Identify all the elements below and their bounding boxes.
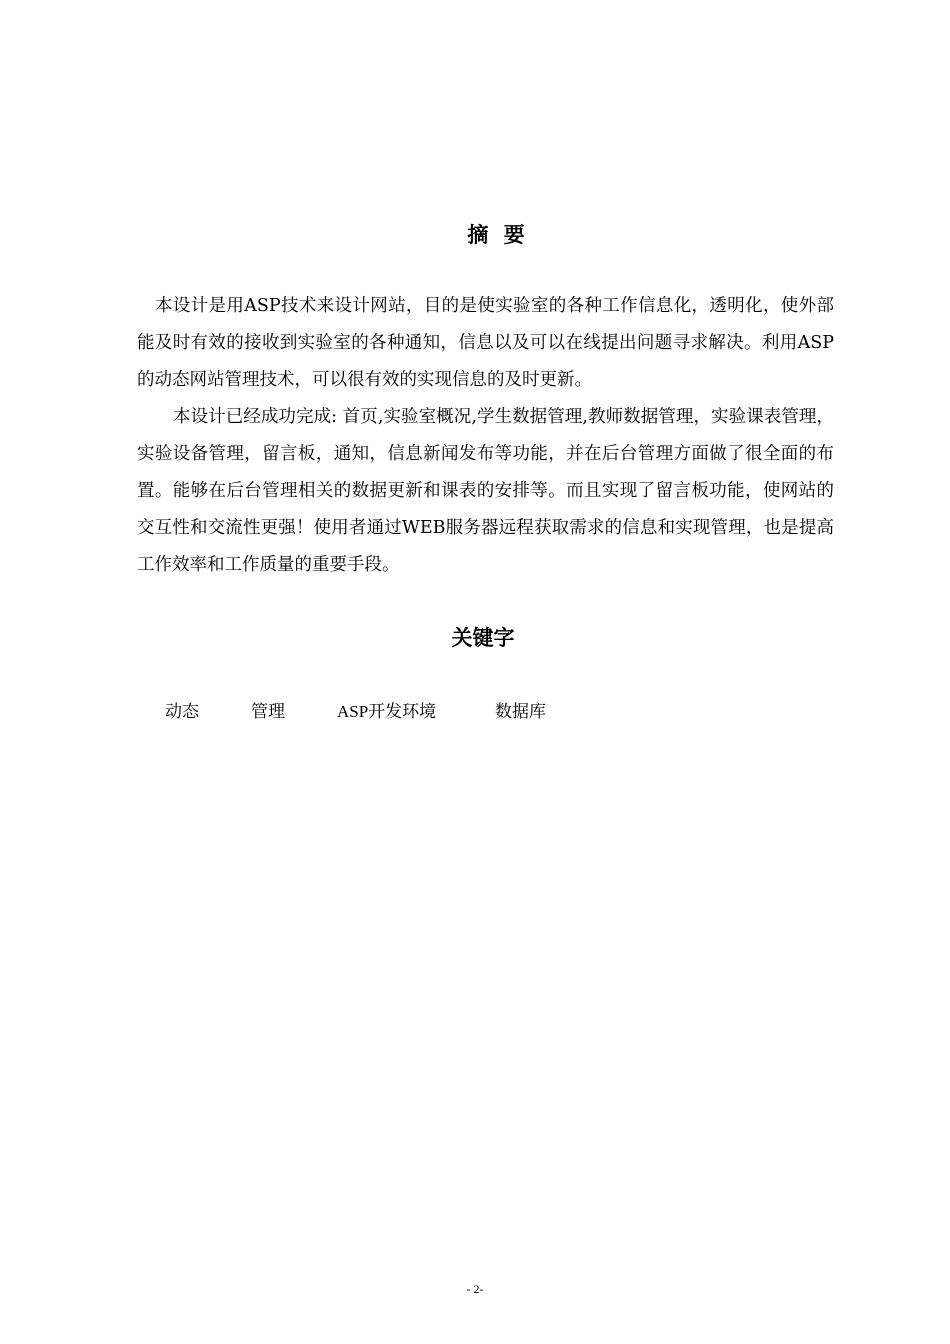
keywords-heading: 关键字 [451, 626, 515, 650]
abstract-paragraph: 本设计已经成功完成: 首页,实验室概况,学生数据管理,教师数据管理，实验课表管理，实验设备管理，留言板，通知，信息新闻发布等功能，并在后台管理方面做了很全面的布置。能够在后台管理相关的数据更新和课表的安排等。而且实现了留言板功能，使网站的交互性和交流性更强！使用者通过WEB服务器远程获取需求的信息和实现管理，也是提高工作效率和工作质量的重要手段。 [137, 407, 834, 575]
page-number: - 2- [466, 1282, 484, 1296]
keyword-item: ASP开发环境 [337, 702, 437, 721]
abstract-heading: 摘 要 [467, 223, 529, 247]
keyword-item: 数据库 [495, 702, 546, 722]
abstract-paragraph: 本设计是用ASP技术来设计网站，目的是使实验室的各种工作信息化，透明化，使外部能及时有效的接收到实验室的各种通知，信息以及可以在线提出问题寻求解决。利用ASP的动态网站管理技术，可以很有效的实现信息的及时更新。 [137, 296, 834, 390]
keyword-item: 管理 [251, 702, 285, 722]
keyword-item: 动态 [165, 702, 199, 722]
